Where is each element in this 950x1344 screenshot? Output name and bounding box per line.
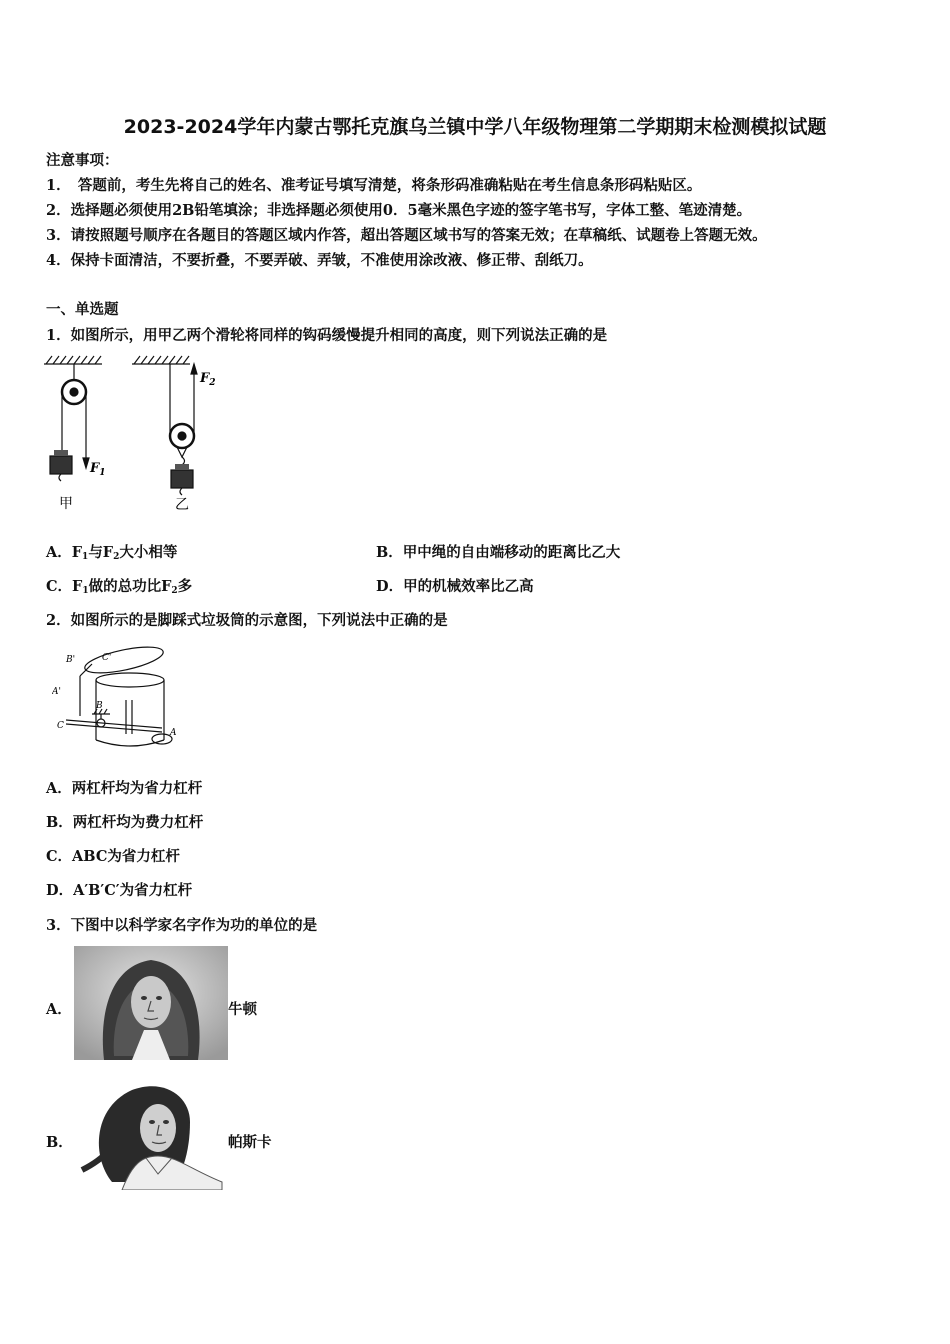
q3-option-a-letter[interactable]: A． <box>46 1001 72 1018</box>
label-b-prime: B' <box>66 655 76 665</box>
q1-stem: 1．如图所示，用甲乙两个滑轮将同样的钩码缓慢提升相同的高度，则下列说法正确的是 <box>46 327 608 344</box>
label-b: B <box>96 701 103 711</box>
q2-option-b[interactable]: B．两杠杆均为费力杠杆 <box>46 814 204 831</box>
label-yi: 乙 <box>175 497 189 513</box>
q3-option-b-letter[interactable]: B． <box>46 1134 73 1151</box>
q1-option-a[interactable]: A．$F_1$与$F_2$大小相等 <box>46 544 178 562</box>
q1-option-c[interactable]: C．$F_1$做的总功比$F_2$多 <box>46 578 193 596</box>
q2-stem: 2．如图所示的是脚踩式垃圾筒的示意图，下列说法中正确的是 <box>46 612 448 629</box>
q3-option-a-name[interactable]: 牛顿 <box>228 1001 257 1018</box>
notice-item-1: 1． 答题前，考生先将自己的姓名、准考证号填写清楚，将条形码准确粘贴在考生信息条形码粘贴区。 <box>46 177 702 194</box>
notice-item-4: 4．保持卡面清洁，不要折叠，不要弄破、弄皱，不准使用涂改液、修正带、刮纸刀。 <box>46 252 593 269</box>
pascal-portrait-image[interactable] <box>72 1078 228 1190</box>
section-heading: 一、单选题 <box>46 301 119 318</box>
ceiling-hatch-b <box>134 356 189 364</box>
ceiling-hatch-a <box>46 356 101 364</box>
newton-portrait-image[interactable] <box>74 946 228 1060</box>
label-c-prime: C' <box>102 653 112 663</box>
q1-option-b[interactable]: B．甲中绳的自由端移动的距离比乙大 <box>376 544 621 561</box>
notice-heading: 注意事项： <box>46 152 119 169</box>
trash-can-figure <box>52 642 182 757</box>
notice-item-3: 3．请按照题号顺序在各题目的答题区域内作答，超出答题区域书写的答案无效；在草稿纸、试题卷上答题无效。 <box>46 227 767 244</box>
f2-label: $F_2$ <box>200 371 216 388</box>
pulley-figure <box>40 352 230 517</box>
page-title: 2023-2024学年内蒙古鄂托克旗乌兰镇中学八年级物理第二学期期末检测模拟试题 <box>123 116 827 138</box>
q2-option-d[interactable]: D．A′B′C′为省力杠杆 <box>46 882 193 899</box>
q3-stem: 3．下图中以科学家名字作为功的单位的是 <box>46 917 318 934</box>
q3-option-b-name[interactable]: 帕斯卡 <box>228 1134 272 1151</box>
f1-label: $F_1$ <box>90 461 106 478</box>
q2-option-a[interactable]: A．两杠杆均为省力杠杆 <box>46 780 203 797</box>
q2-option-c[interactable]: C．ABC为省力杠杆 <box>46 848 180 865</box>
label-a: A <box>170 728 177 738</box>
label-c: C <box>57 721 64 731</box>
q1-option-d[interactable]: D．甲的机械效率比乙高 <box>376 578 534 595</box>
notice-item-2: 2．选择题必须使用2B铅笔填涂；非选择题必须使用0．5毫米黑色字迹的签字笔书写，字体工整、笔迹清楚。 <box>46 202 752 219</box>
label-a-prime: A' <box>52 687 61 697</box>
label-jia: 甲 <box>59 496 73 512</box>
